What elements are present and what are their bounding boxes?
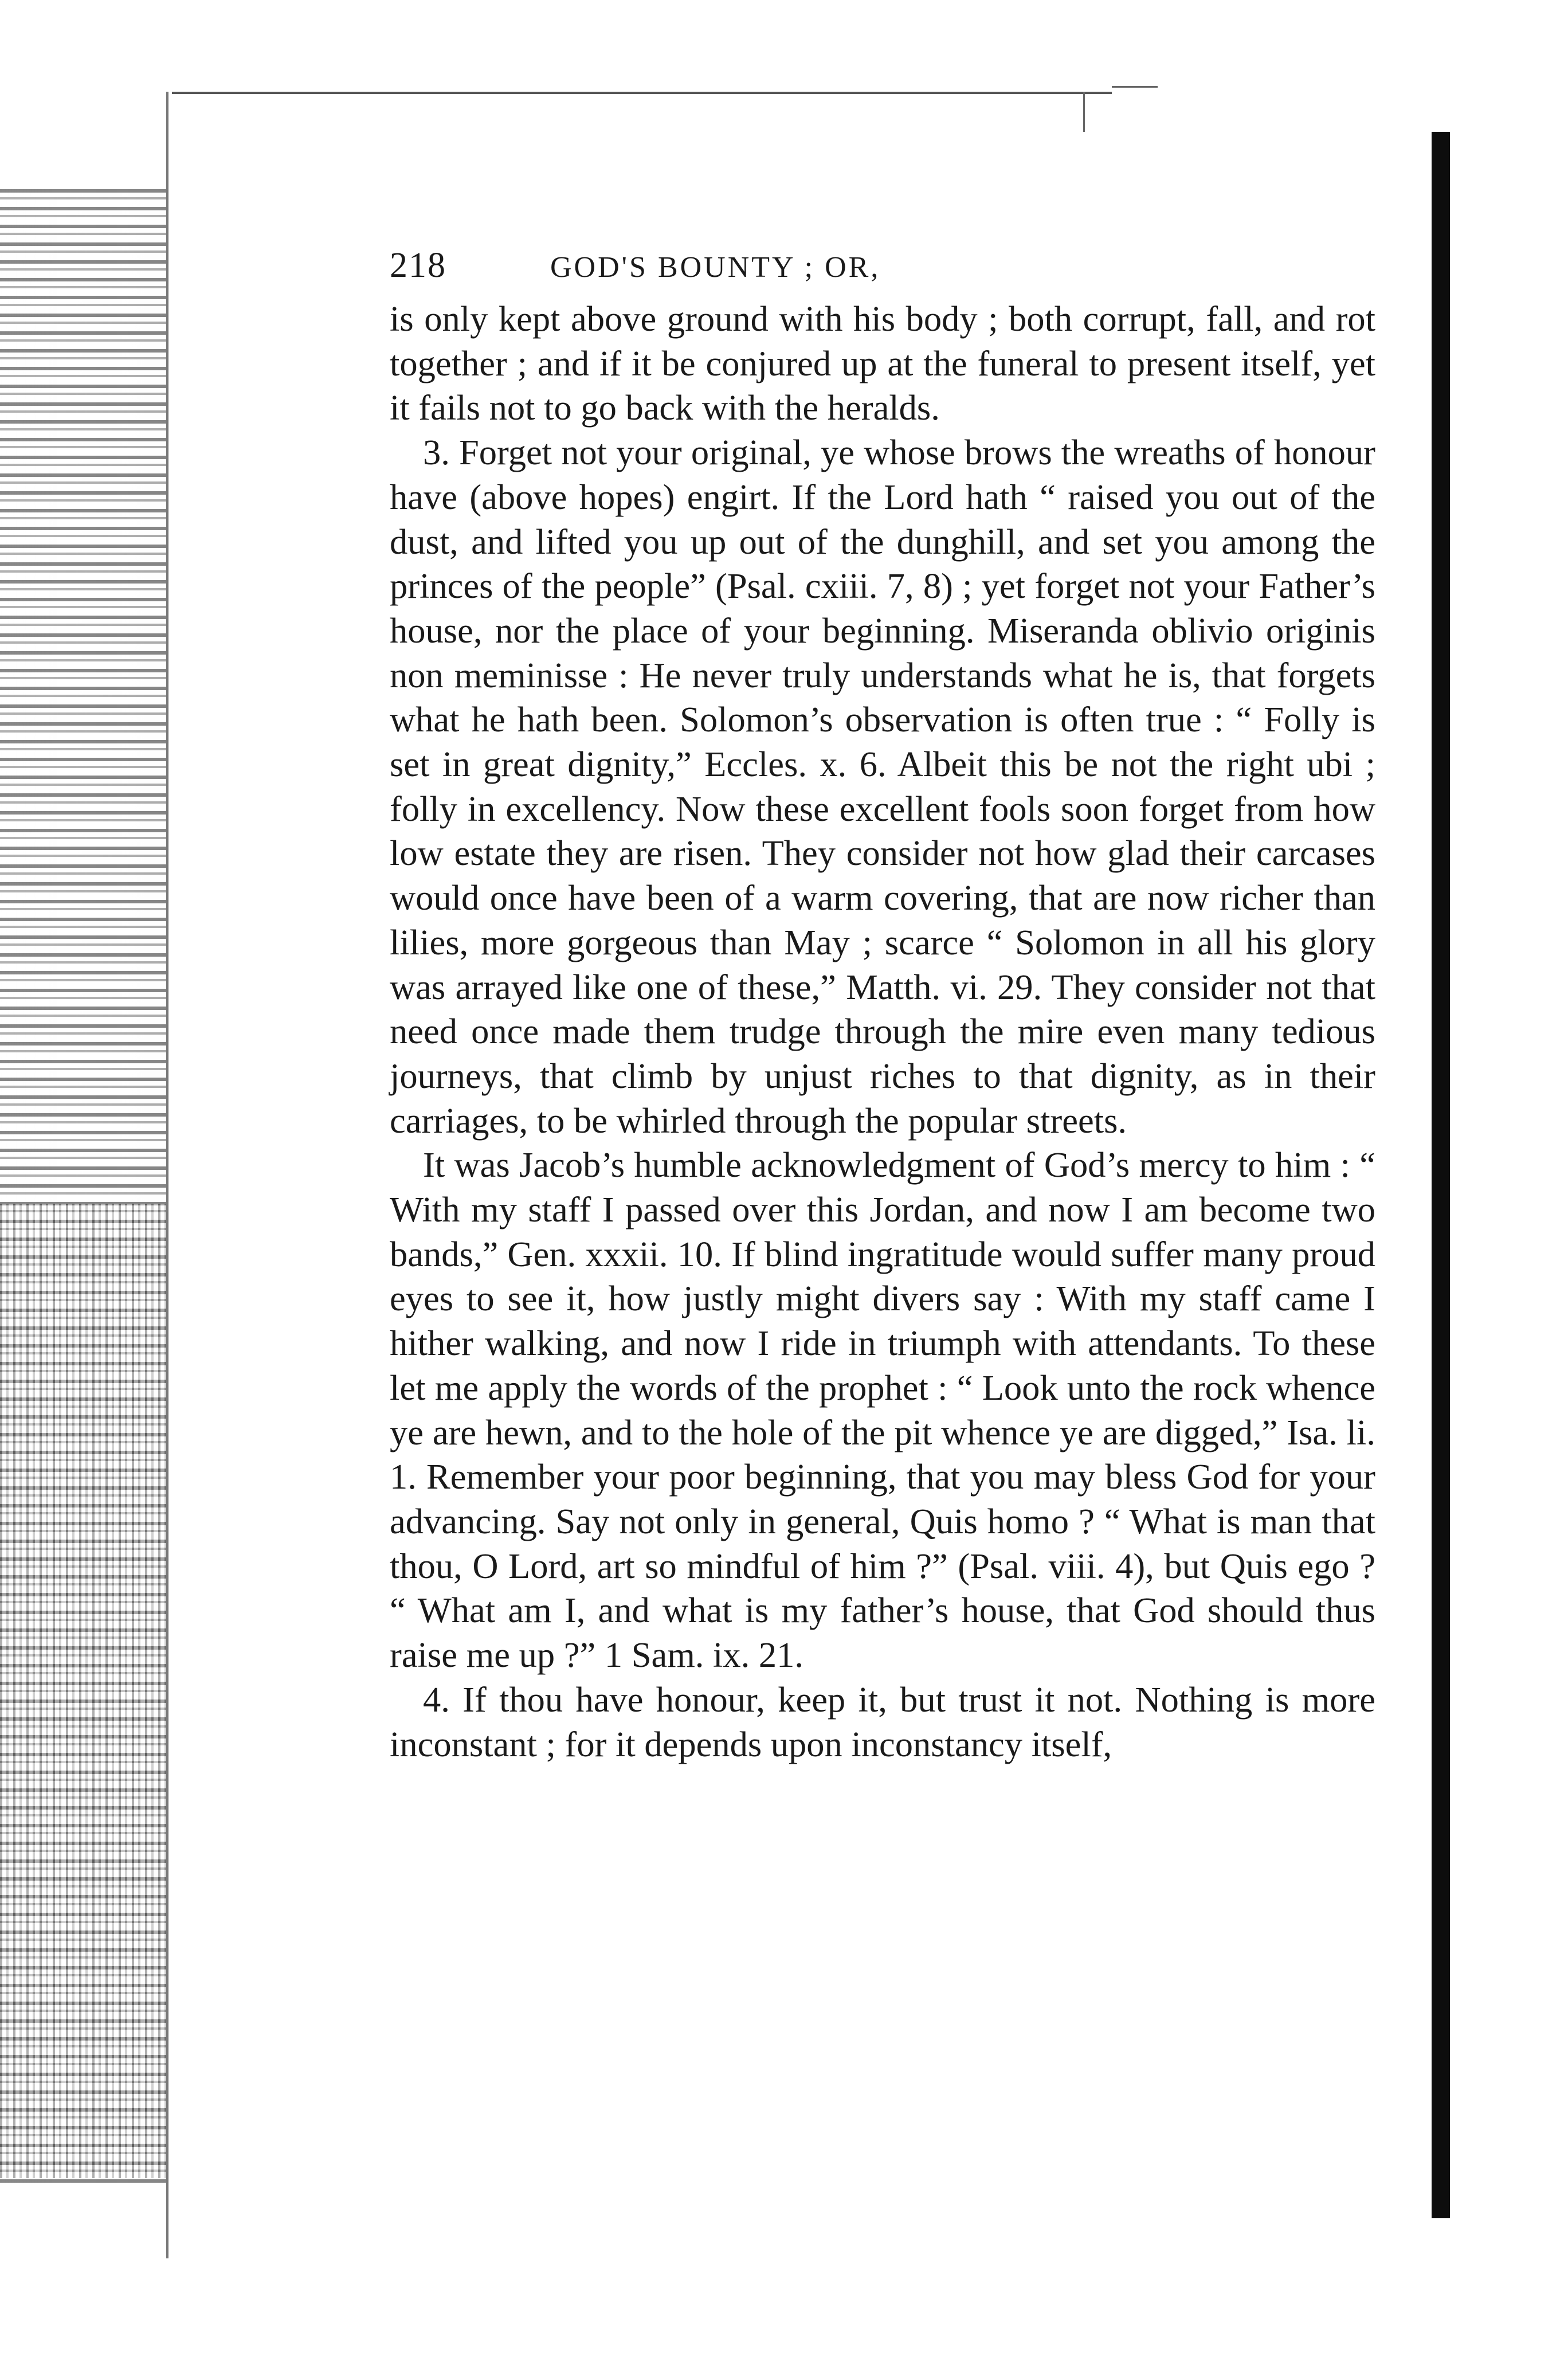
paragraph-jacob: It was Jacob’s humble acknowledgment of God’s mercy to him : “ With my staff I passed over this Jordan, and now I am become two bands,” Gen. xxxii. 10. If blind ingratitude would suffer many proud eyes to see it, how justly might divers say : With my staff came I hither walking, and now I ride in triumph with attendants. To these let me apply the words of the prophet : “ Look unto the rock whence ye are hewn, and to the hole of the pit whence ye are digged,” Isa. li. 1. Remember your poor beginning, that you may bless God for your advancing. Say not only in general, Quis homo ? “ What is man that thou, O Lord, art so mindful of him ?” (Psal. viii. 4), but Quis ego ? “ What am I, and what is my father’s house, that God should thus raise me up ?” 1 Sam. ix. 21. [390, 1145, 1375, 1675]
top-border-tick [1083, 92, 1085, 132]
top-border-line [172, 92, 1112, 94]
running-head: GOD'S BOUNTY ; OR, [550, 251, 881, 284]
page-header [390, 245, 1375, 297]
page-text-block [390, 245, 1375, 1767]
page-number: 218 [390, 246, 446, 285]
page-right-edge-bar [1432, 132, 1450, 2218]
paragraph-point-4: 4. If thou have honour, keep it, but trust it not. Nothing is more inconstant ; for it depends upon inconstancy itself, [390, 1679, 1375, 1764]
paragraph-continuation: is only kept above ground with his body ; both corrupt, fall, and rot together ; and if it be conjured up at the funeral to present itself, yet it fails not to go back with the heralds. [390, 299, 1375, 428]
paragraph-point-3: 3. Forget not your original, ye whose brows the wreaths of honour have (above hopes) engirt. If the Lord hath “ raised you out of the dust, and lifted you up out of the dunghill, and set you among the princes of the people” (Psal. cxiii. 7, 8) ; yet forget not your Father’s house, nor the place of your beginning. Miseranda oblivio originis non meminisse : He never truly understands what he is, that forgets what he hath been. Solomon’s observation is often true : “ Folly is set in great dignity,” Eccles. x. 6. Albeit this be not the right ubi ; folly in excellency. Now these excellent fools soon forget from how low estate they are risen. They consider not how glad their carcases would once have been of a warm covering, that are now richer than lilies, more gorgeous than May ; scarce “ Solomon in all his glory was arrayed like one of these,” Matth. vi. 29. They consider not that need once made them trudge through the mire even many tedious journeys, that climb by unjust riches to that dignity, as in their carriages, to be whirled through the popular streets. [390, 432, 1375, 1141]
book-binding-shadow-lower [0, 1204, 166, 2178]
body-text [390, 297, 1375, 1767]
top-border-line-extension [1112, 86, 1158, 88]
page-edge-line [166, 92, 168, 2258]
